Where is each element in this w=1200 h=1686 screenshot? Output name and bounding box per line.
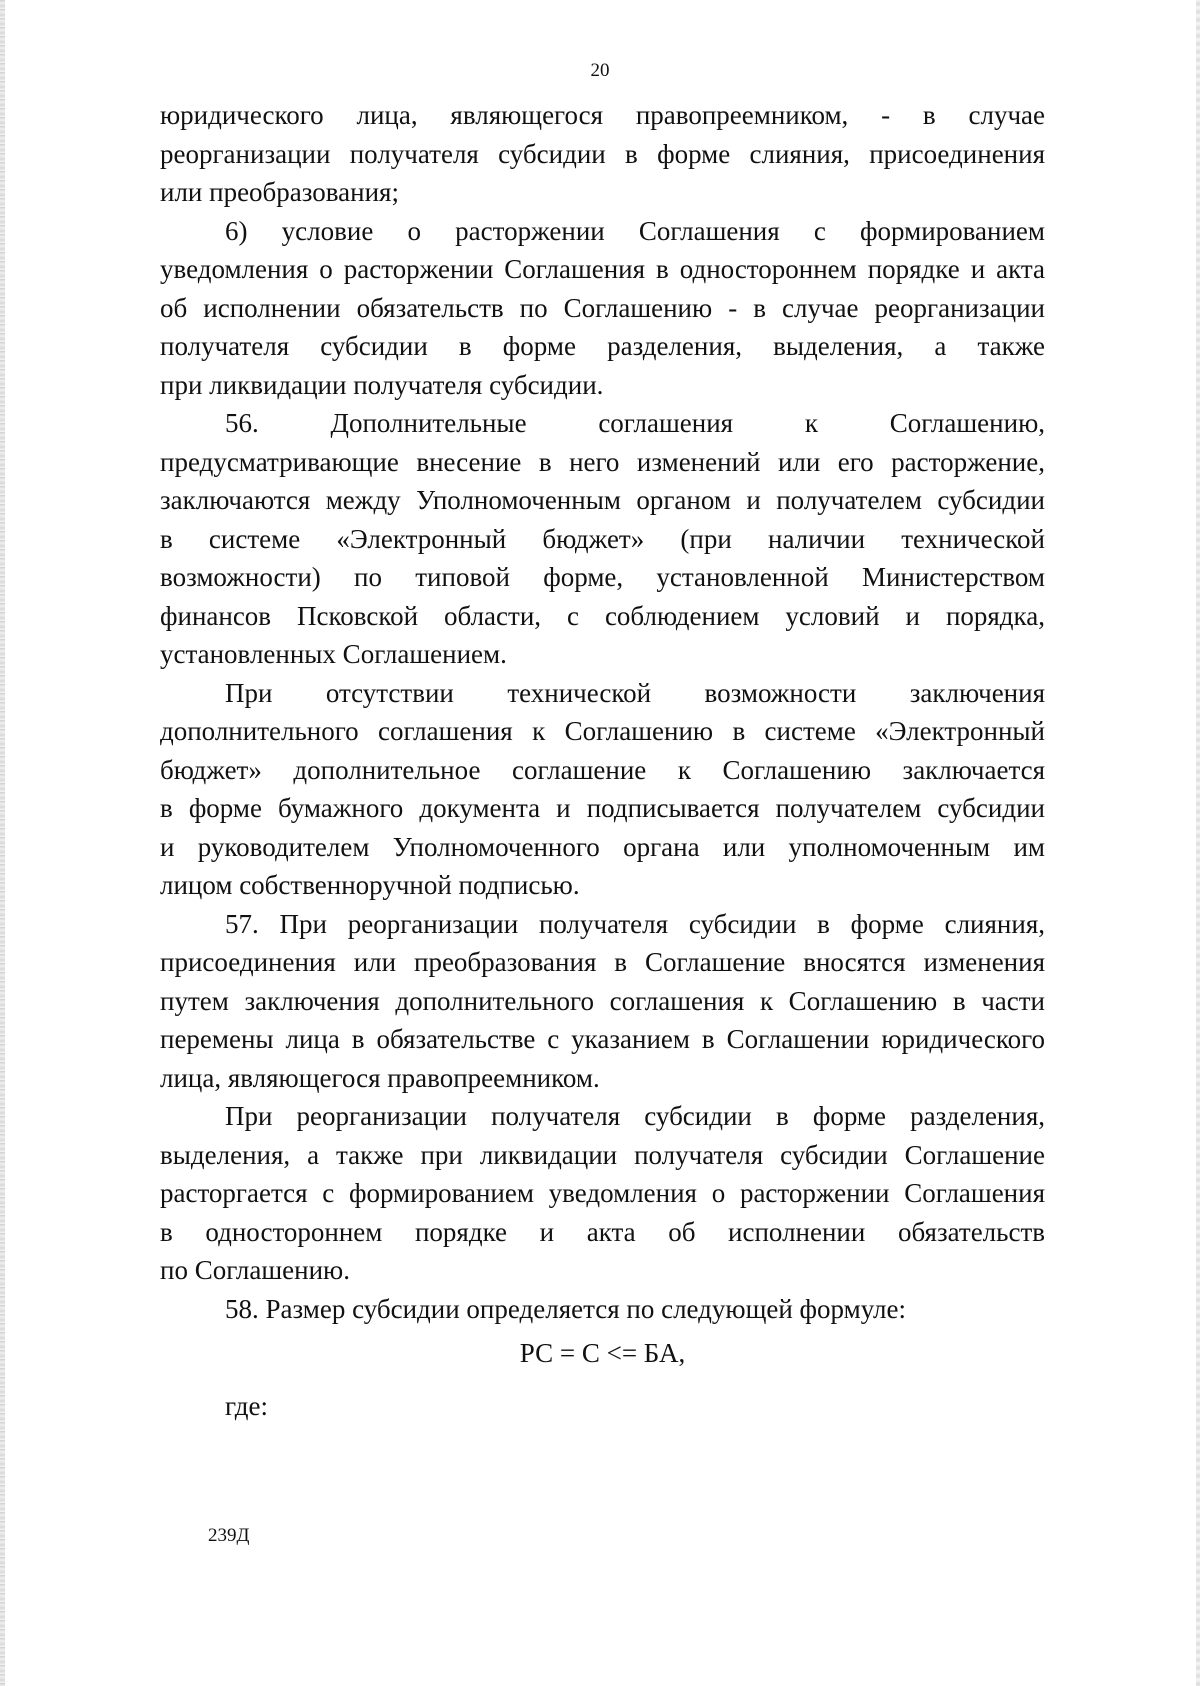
text-line: путем заключения дополнительного соглашения к Соглашению в части [160,985,1045,1016]
text-line: возможности) по типовой форме, установленной Министерством [160,562,1045,592]
text-line: об исполнении обязательств по Соглашению - в случае реорганизации [160,292,1045,323]
text-line: бюджет» дополнительное соглашение к Соглашению заключается [160,754,1045,785]
formula-line: РС = С <= БА, [519,1338,686,1368]
text-line: финансов Псковской области, с соблюдением условий и порядка, [160,600,1045,631]
text-line: При реорганизации получателя субсидии в форме разделения, [225,1101,1045,1131]
text-line: 58. Размер субсидии определяется по следующей формуле: [225,1293,906,1324]
text-line: расторгается с формированием уведомления о расторжении Соглашения [160,1178,1045,1208]
text-line: юридического лица, являющегося правопреемником, - в случае [160,100,1045,130]
text-line: где: [225,1390,268,1421]
text-line: или преобразования; [160,177,399,207]
line-gap [160,1373,1045,1387]
text-line: заключаются между Уполномоченным органом и получателем субсидии [160,485,1045,515]
text-line: лицом собственноручной подписью. [160,870,580,900]
text-line: лица, являющегося правопреемником. [160,1062,600,1093]
body-text [160,96,1045,1425]
scan-edge-right [1196,0,1200,1686]
page-number: 20 [590,60,610,81]
text-line: по Соглашению. [160,1255,350,1285]
text-line: предусматривающие внесение в него изменений или его расторжение, [160,446,1045,477]
text-line: 56. Дополнительные соглашения к Соглашению, [225,408,1045,438]
text-line: При отсутствии технической возможности заключения [225,677,1045,708]
text-line: и руководителем Уполномоченного органа или уполномоченным им [160,831,1045,862]
text-line: уведомления о расторжении Соглашения в одностороннем порядке и акта [160,254,1045,284]
text-line: установленных Соглашением. [160,639,507,669]
text-line: присоединения или преобразования в Соглашение вносятся изменения [160,947,1045,977]
text-line: в форме бумажного документа и подписывается получателем субсидии [160,793,1045,823]
text-line: 57. При реорганизации получателя субсидии в форме слияния, [225,908,1045,939]
text-line: выделения, а также при ликвидации получателя субсидии Соглашение [160,1139,1045,1170]
scan-edge-left [0,0,5,1686]
text-line: перемены лица в обязательстве с указанием в Соглашении юридического [160,1024,1045,1054]
text-line: реорганизации получателя субсидии в форме слияния, присоединения [160,138,1045,169]
text-line: дополнительного соглашения к Соглашению в системе «Электронный [160,716,1045,746]
text-line: в одностороннем порядке и акта об исполнении обязательств [160,1216,1045,1247]
text-line: получателя субсидии в форме разделения, выделения, а также [160,331,1045,361]
footer-code: 239Д [208,1525,250,1546]
text-line: 6) условие о расторжении Соглашения с формированием [225,215,1045,246]
text-line: при ликвидации получателя субсидии. [160,369,604,400]
text-line: в системе «Электронный бюджет» (при наличии технической [160,523,1045,554]
